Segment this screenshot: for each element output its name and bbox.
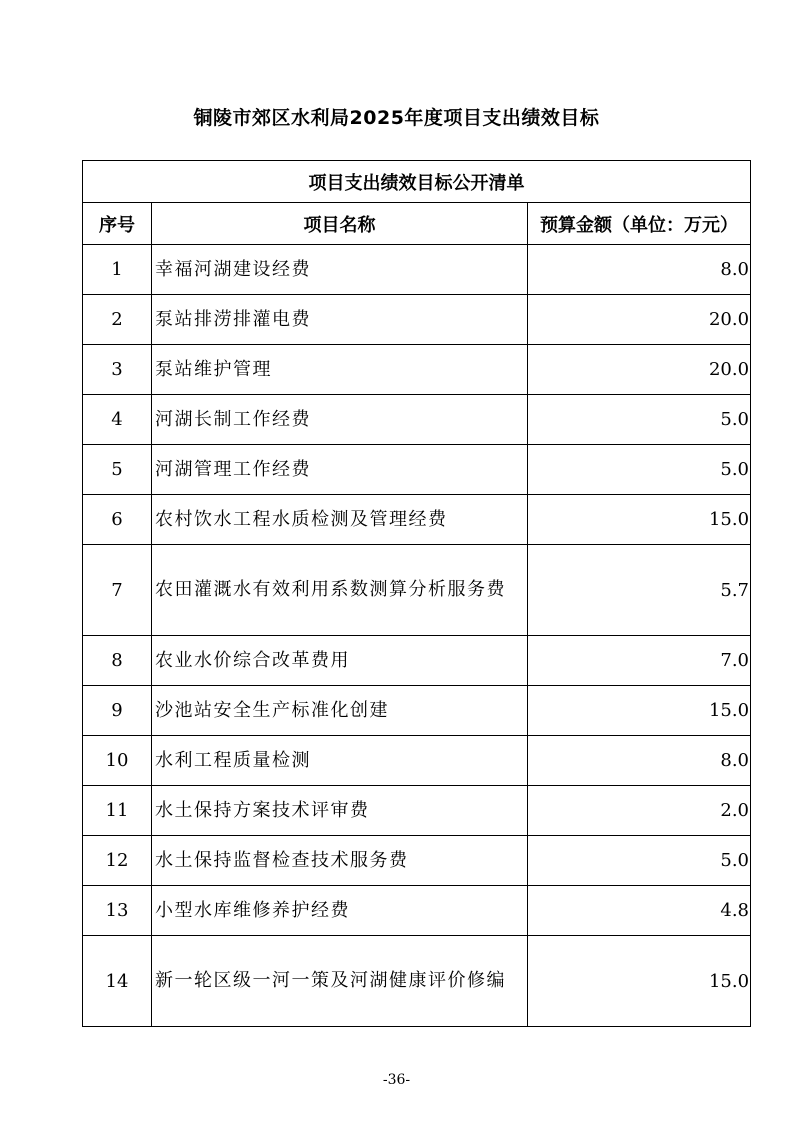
- row-project-name: 幸福河湖建设经费: [152, 245, 528, 295]
- table-row: [83, 786, 751, 836]
- row-project-name: 农业水价综合改革费用: [152, 636, 528, 686]
- row-number: 2: [83, 295, 152, 345]
- table-row: [83, 936, 751, 1027]
- header-name: 项目名称: [152, 203, 528, 245]
- row-project-name: 水土保持方案技术评审费: [152, 786, 528, 836]
- table-row: [83, 445, 751, 495]
- row-number: 11: [83, 786, 152, 836]
- row-project-name: 农田灌溉水有效利用系数测算分析服务费: [152, 545, 528, 636]
- table-row: [83, 886, 751, 936]
- row-amount: 15.0: [528, 495, 751, 545]
- row-number: 7: [83, 545, 152, 636]
- row-amount: 5.0: [528, 836, 751, 886]
- row-project-name: 农村饮水工程水质检测及管理经费: [152, 495, 528, 545]
- row-amount: 7.0: [528, 636, 751, 686]
- row-amount: 8.0: [528, 245, 751, 295]
- row-amount: 5.0: [528, 445, 751, 495]
- header-amount: 预算金额（单位：万元）: [528, 203, 751, 245]
- row-project-name: 小型水库维修养护经费: [152, 886, 528, 936]
- table-row: [83, 245, 751, 295]
- table-row: [83, 836, 751, 886]
- row-number: 13: [83, 886, 152, 936]
- table-body: [83, 245, 751, 1027]
- row-project-name: 沙池站安全生产标准化创建: [152, 686, 528, 736]
- row-amount: 20.0: [528, 345, 751, 395]
- table-caption: 项目支出绩效目标公开清单: [83, 161, 751, 203]
- row-number: 12: [83, 836, 152, 886]
- table-row: [83, 495, 751, 545]
- row-number: 9: [83, 686, 152, 736]
- row-project-name: 泵站维护管理: [152, 345, 528, 395]
- row-amount: 2.0: [528, 786, 751, 836]
- row-number: 6: [83, 495, 152, 545]
- table-row: [83, 736, 751, 786]
- row-number: 14: [83, 936, 152, 1027]
- table-row: [83, 395, 751, 445]
- document-title: 铜陵市郊区水利局2025年度项目支出绩效目标: [193, 107, 600, 129]
- row-number: 10: [83, 736, 152, 786]
- row-project-name: 水土保持监督检查技术服务费: [152, 836, 528, 886]
- row-number: 3: [83, 345, 152, 395]
- budget-table: [82, 160, 751, 1027]
- row-project-name: 河湖长制工作经费: [152, 395, 528, 445]
- row-project-name: 泵站排涝排灌电费: [152, 295, 528, 345]
- row-amount: 5.0: [528, 395, 751, 445]
- row-amount: 20.0: [528, 295, 751, 345]
- page-number: -36-: [382, 1072, 411, 1088]
- row-number: 4: [83, 395, 152, 445]
- table-caption-row: [83, 161, 751, 203]
- table-row: [83, 686, 751, 736]
- row-project-name: 水利工程质量检测: [152, 736, 528, 786]
- row-amount: 8.0: [528, 736, 751, 786]
- row-amount: 15.0: [528, 936, 751, 1027]
- row-number: 5: [83, 445, 152, 495]
- row-number: 8: [83, 636, 152, 686]
- table-row: [83, 345, 751, 395]
- table-row: [83, 636, 751, 686]
- row-project-name: 新一轮区级一河一策及河湖健康评价修编: [152, 936, 528, 1027]
- table-row: [83, 545, 751, 636]
- header-no: 序号: [83, 203, 152, 245]
- row-amount: 5.7: [528, 545, 751, 636]
- row-number: 1: [83, 245, 152, 295]
- table-header-row: [83, 203, 751, 245]
- table-row: [83, 295, 751, 345]
- row-project-name: 河湖管理工作经费: [152, 445, 528, 495]
- row-amount: 15.0: [528, 686, 751, 736]
- row-amount: 4.8: [528, 886, 751, 936]
